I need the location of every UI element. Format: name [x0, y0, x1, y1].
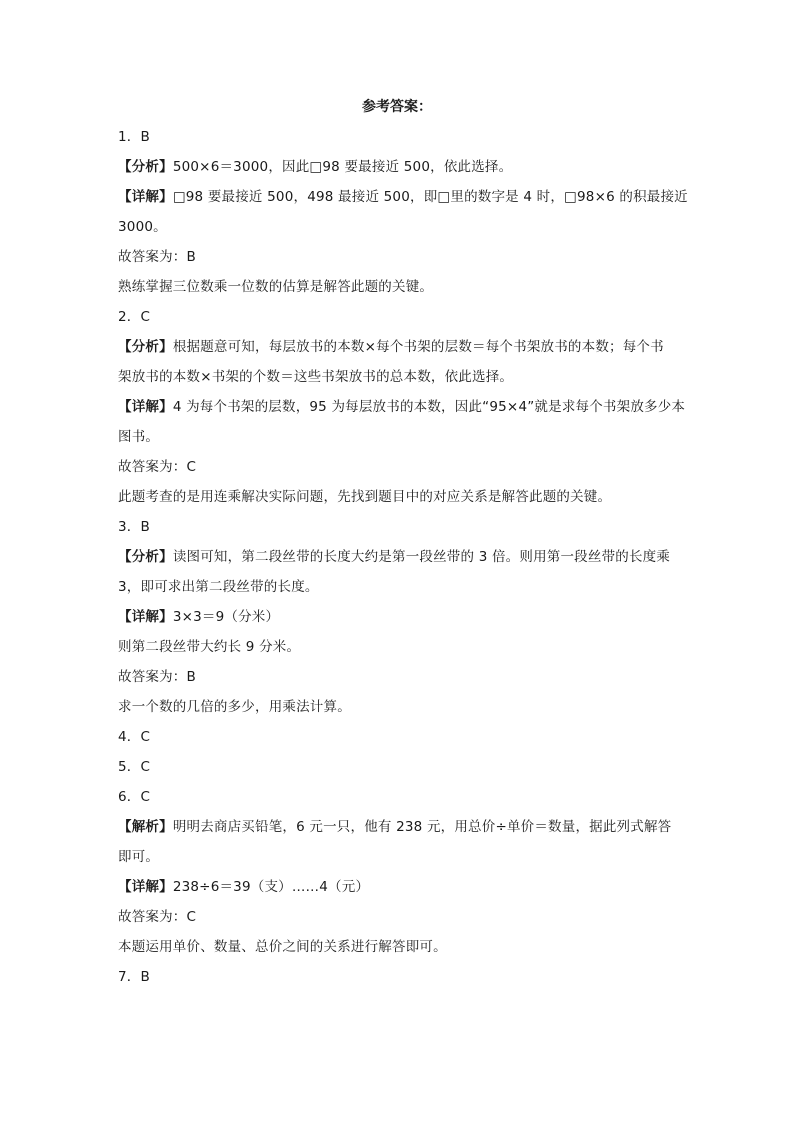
line-text: 故答案为：C — [118, 459, 197, 475]
answer-line — [118, 842, 678, 872]
section-tag: 【分析】 — [118, 159, 173, 175]
line-text: 此题考查的是用连乘解决实际问题，先找到题目中的对应关系是解答此题的关键。 — [118, 489, 612, 505]
section-tag: 【详解】 — [118, 609, 173, 625]
section-tag: 【解析】 — [118, 819, 173, 835]
answer-line — [118, 902, 678, 932]
answer-line — [118, 332, 678, 362]
answer-line — [118, 632, 678, 662]
line-text: 熟练掌握三位数乘一位数的估算是解答此题的关键。 — [118, 279, 434, 295]
line-text: 2．C — [118, 309, 151, 325]
answer-line — [118, 812, 678, 842]
line-text: 则第二段丝带大约长 9 分米。 — [118, 639, 301, 655]
answer-line — [118, 722, 678, 752]
line-text: 本题运用单价、数量、总价之间的关系进行解答即可。 — [118, 939, 447, 955]
answer-line — [118, 242, 678, 272]
answer-line — [118, 212, 678, 242]
line-text: 根据题意可知，每层放书的本数×每个书架的层数＝每个书架放书的本数；每个书 — [172, 339, 664, 355]
answer-content — [118, 122, 688, 992]
answer-line — [118, 152, 678, 182]
answer-line — [118, 272, 678, 302]
page-title: 参考答案： — [362, 99, 432, 115]
line-text: 500×6＝3000，因此□98 要最接近 500，依此选择。 — [172, 159, 513, 175]
section-tag: 【分析】 — [118, 549, 173, 565]
answer-line — [118, 362, 678, 392]
line-text: 4．C — [118, 729, 151, 745]
line-text: 图书。 — [118, 429, 160, 445]
line-text: 5．C — [118, 759, 151, 775]
answer-line — [118, 872, 678, 902]
line-text: 故答案为：B — [118, 249, 196, 265]
line-text: 238÷6＝39（支）……4（元） — [172, 879, 370, 895]
answer-line — [118, 572, 678, 602]
section-tag: 【分析】 — [118, 339, 173, 355]
answer-line — [118, 932, 678, 962]
answer-line — [118, 182, 688, 212]
line-text: 架放书的本数×书架的个数＝这些书架放书的总本数，依此选择。 — [118, 369, 514, 385]
answer-line — [118, 512, 678, 542]
section-tag: 【详解】 — [118, 399, 173, 415]
line-text: 故答案为：B — [118, 669, 196, 685]
line-text: 6．C — [118, 789, 151, 805]
section-tag: 【详解】 — [118, 189, 173, 205]
answer-line — [118, 692, 678, 722]
line-text: 明明去商店买铅笔，6 元一只，他有 238 元，用总价÷单价＝数量，据此列式解答 — [172, 819, 672, 835]
line-text: 1．B — [118, 129, 150, 145]
answer-line — [118, 962, 678, 992]
answer-line — [118, 752, 678, 782]
answer-line — [118, 602, 678, 632]
line-text: □98 要最接近 500，498 最接近 500，即□里的数字是 4 时，□98×6 的积最接近 — [172, 189, 688, 205]
line-text: 故答案为：C — [118, 909, 197, 925]
line-text: 求一个数的几倍的多少，用乘法计算。 — [118, 699, 351, 715]
line-text: 3000。 — [118, 219, 167, 235]
line-text: 3．B — [118, 519, 150, 535]
answer-line — [118, 782, 678, 812]
answer-line — [118, 482, 678, 512]
answer-line — [118, 302, 678, 332]
answer-line — [118, 122, 678, 152]
answer-line — [118, 422, 678, 452]
line-text: 3×3＝9（分米） — [172, 609, 280, 625]
answer-line — [118, 392, 686, 422]
answer-line — [118, 542, 678, 572]
line-text: 读图可知，第二段丝带的长度大约是第一段丝带的 3 倍。则用第一段丝带的长度乘 — [172, 549, 671, 565]
line-text: 7．B — [118, 969, 150, 985]
section-tag: 【详解】 — [118, 879, 173, 895]
answer-line — [118, 452, 678, 482]
line-text: 即可。 — [118, 849, 160, 865]
line-text: 3，即可求出第二段丝带的长度。 — [118, 579, 319, 595]
answer-line — [118, 662, 678, 692]
line-text: 4 为每个书架的层数，95 为每层放书的本数，因此“95×4”就是求每个书架放多少本 — [172, 399, 686, 415]
